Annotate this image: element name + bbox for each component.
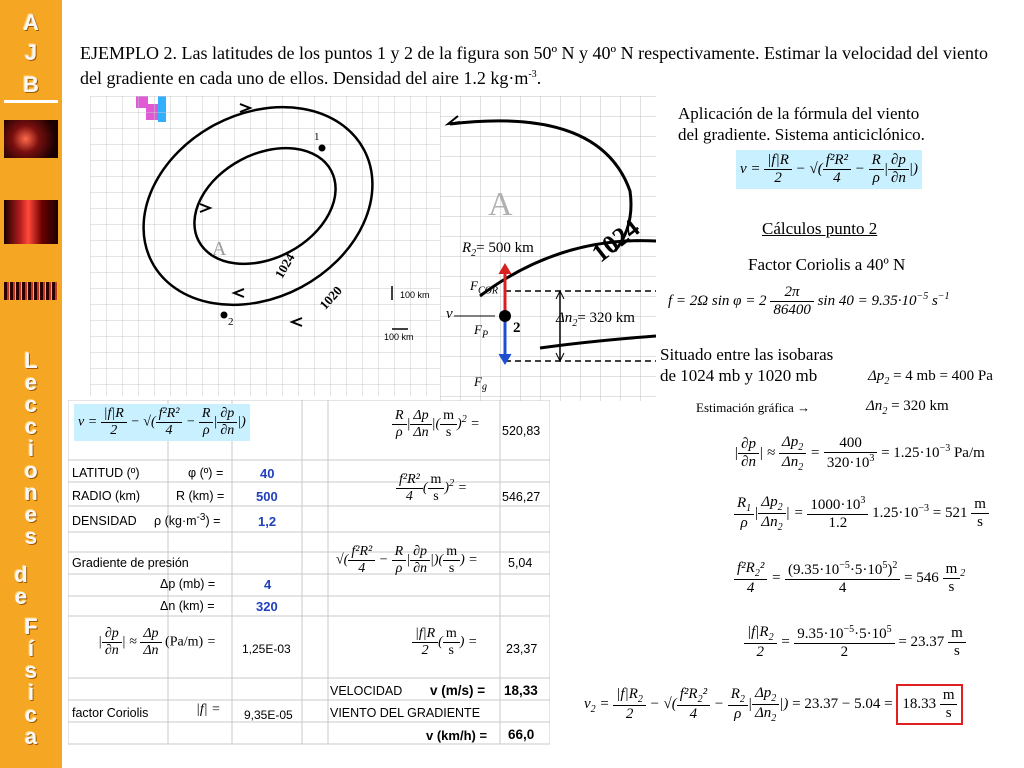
term1-equation: $\frac{R_1}{\rho}$ | $\frac{\Delta p_2}{\Delta n_2}$ | = $\frac{1000\cdot 10^3}{1.2}$ $1.25\cdot 10^{-3} = 521$ $\frac{m}{s}$ [734, 494, 989, 533]
latitud-value[interactable]: 40 [260, 466, 275, 481]
term-fr-formula: $\frac{|f|R}{2}$ ( $\frac{m}{s}$ ) = [412, 626, 477, 659]
sidebar-letter: c [24, 702, 38, 727]
sidebar-letter: F [24, 614, 38, 639]
gradient-approx-formula: | $\frac{\partial p}{\partial n}$ | ≈ $\frac{\Delta p}{\Delta n}$ (Pa/m) = [98, 626, 217, 658]
thumbnail-image [4, 120, 58, 158]
isobar-text: Situado entre las isobaras de 1024 mb y 1020 mb [660, 345, 834, 385]
term-sqrt-value: 5,04 [508, 556, 533, 570]
page-title: EJEMPLO 2. Las latitudes de los puntos 1 y 2 de la figura son 50º N y 40º N respectivamente. Estimar la velocidad del viento del gradiente en cada uno de ellos. Densidad del aire 1.2 $kg\cdot m^{-3}$. [80, 43, 988, 88]
final-equation: $v_2$ = $\frac{|f|R_2}{2}$ − √( $\frac{f^2R_2^2}{4}$ − $\frac{R_2}{\rho}$ | $\frac{\Delta p_2}{\Delta n_2}$ |) = 23.37 − 5.04 = 18.33 $\frac{m}{s}$ [584, 684, 963, 725]
dp-symbol: Δp (mb) = [160, 577, 216, 591]
velocidad-value: 18,33 [504, 683, 538, 698]
coriolis-value: 9,35E-05 [244, 708, 293, 722]
densidad-value[interactable]: 1,2 [258, 514, 277, 529]
sidebar-letter: c [24, 414, 38, 439]
point-1-label: 1 [314, 131, 320, 143]
term-fr2-value: 546,27 [502, 490, 541, 504]
sidebar-letter: L [24, 348, 38, 373]
dn2-label: $\Delta n_2= 320$ km [556, 310, 635, 329]
estimation-label: Estimación gráfica → [696, 400, 811, 415]
dn2-equation: $\Delta n_2 = 320$ km [866, 398, 949, 417]
coriolis-title: Factor Coriolis a 40º N [748, 255, 906, 274]
sidebar-letter: e [24, 370, 38, 395]
high-pressure-label: A [212, 238, 227, 260]
sidebar-letter: n [24, 480, 38, 505]
gradient-equation: | $\frac{\partial p}{\partial n}$ | ≈ $\frac{\Delta p_2}{\Delta n_2}$ = $\frac{400}{320\cdot 10^3}$ = $1.25\cdot 10^{-3}$ Pa/m [734, 434, 985, 473]
sidebar-letter: A [23, 10, 39, 35]
thumbnail-image [4, 200, 58, 244]
kmh-unit: v (km/h) = [426, 728, 488, 743]
zoom-point-label: 2 [513, 320, 521, 336]
coriolis-label: factor Coriolis [72, 706, 149, 720]
sidebar-letter: c [24, 392, 38, 417]
r2-label: $R_2= 500$ km [462, 240, 534, 259]
term-fr2-formula: $\frac{\text{f²R²}}{4}$ ( $\frac{m}{s}$ )$^2$ = [396, 472, 467, 505]
coriolis-equation: f = 2Ω sin φ = 2 $\frac{2\pi}{86400}$ $\sin 40 = 9.35\cdot 10^{-5}$ $s^{-1}$ [668, 284, 950, 318]
dn-symbol: Δn (km) = [160, 599, 215, 613]
isobar-label-1020: 1020 [316, 282, 345, 313]
gradiente-label: Gradiente de presión [72, 556, 189, 570]
sidebar-letter: d [14, 562, 28, 587]
radio-value[interactable]: 500 [256, 489, 278, 504]
term-sqrt-formula: √( $\frac{\text{f²R²}}{4}$ − $\frac{R}{\rho}$ | $\frac{\partial p}{\partial n}$ |)( $\frac{m}{s}$ ) = [336, 544, 478, 576]
latitud-symbol: φ (º) = [188, 466, 224, 480]
isobar-label-1024: 1024 [271, 250, 298, 281]
thumbnail-image [4, 282, 58, 300]
scale-label: 100 km [400, 290, 430, 300]
viento-label: VIENTO DEL GRADIENTE [330, 706, 481, 720]
sidebar-letter: í [27, 636, 35, 661]
dp2-equation: $\Delta p_2 = 4$ mb = 400 Pa [868, 368, 993, 387]
sidebar-letter: a [24, 724, 38, 749]
velocidad-label: VELOCIDAD [330, 684, 403, 698]
term3-equation: $\frac{|f|R_2}{2}$ = $\frac{9.35\cdot 10^{-5}\cdot 5\cdot 10^5}{2}$ = 23.37 $\frac{m}{s}$ [744, 624, 966, 661]
zoom-high-label: A [488, 186, 513, 223]
calc-title: Cálculos punto 2 [762, 219, 878, 238]
velocidad-unit: v (m/s) = [430, 683, 486, 698]
term-fr-value: 23,37 [506, 642, 538, 656]
sidebar-letter: o [24, 458, 38, 483]
radio-label: RADIO (km) [72, 489, 141, 503]
densidad-symbol: ρ $(kg\cdot m^{-3})$ = [154, 512, 221, 529]
sidebar-letter: i [27, 436, 35, 461]
dn-value[interactable]: 320 [256, 599, 278, 614]
radio-symbol: R (km) = [176, 489, 225, 503]
term-r-formula: $\frac{R}{\rho}$ | $\frac{\Delta p}{\Delta n}$ |( $\frac{m}{s}$ )$^2$ = [392, 408, 480, 441]
point-2-label: 2 [228, 316, 234, 328]
gradient-wind-formula: v = $\frac{|f|R}{2}$ − √( $\frac{\text{f²R²}}{4}$ − $\frac{R}{\rho}$ | $\frac{\partial p}{\partial n}$ |) [736, 150, 922, 189]
velocity-label: v [446, 306, 453, 322]
application-text: Aplicación de la fórmula del viento del gradiente. Sistema anticiclónico. [678, 104, 925, 144]
latitud-label: LATITUD (º) [72, 466, 140, 480]
sidebar-letter: s [24, 524, 38, 549]
term2-equation: $\frac{f^2R_2^2}{4}$ = $\frac{(9.35\cdot 10^{-5}\cdot 5\cdot 10^5)^2}{4}$ = 546 $\frac{m}{s}$ $^2$ [734, 560, 965, 597]
sidebar-divider [4, 100, 58, 103]
spreadsheet-formula: v = $\frac{|f|R}{2}$ − √( $\frac{\text{f²R²}}{4}$ − $\frac{R}{\rho}$ | $\frac{\partial p}{\partial n}$ |) [74, 404, 250, 441]
gradient-value: 1,25E-03 [242, 642, 291, 656]
kmh-value: 66,0 [508, 727, 535, 742]
densidad-label: DENSIDAD [72, 514, 137, 528]
sidebar-letter: e [24, 502, 38, 527]
coriolis-symbol: |f| = [196, 702, 221, 717]
final-answer-box: 18.33 $\frac{m}{s}$ [896, 684, 963, 725]
zoom-isobar-label: 1024 [586, 213, 646, 269]
sidebar [0, 0, 62, 768]
sidebar-letter: i [27, 680, 35, 705]
isobar-map [90, 96, 440, 396]
fcor-label: $F_{COR}$ [470, 278, 498, 297]
term-r-value: 520,83 [502, 424, 541, 438]
fp-label: $F_P$ [474, 322, 489, 341]
sidebar-letter: J [24, 40, 38, 65]
sidebar-letter: s [24, 658, 38, 683]
sidebar-letter: B [23, 72, 39, 97]
sidebar-letter: e [14, 584, 28, 609]
fg-label: $F_g$ [474, 374, 487, 393]
scale-label: 100 km [384, 332, 414, 342]
dp-value[interactable]: 4 [264, 577, 272, 592]
